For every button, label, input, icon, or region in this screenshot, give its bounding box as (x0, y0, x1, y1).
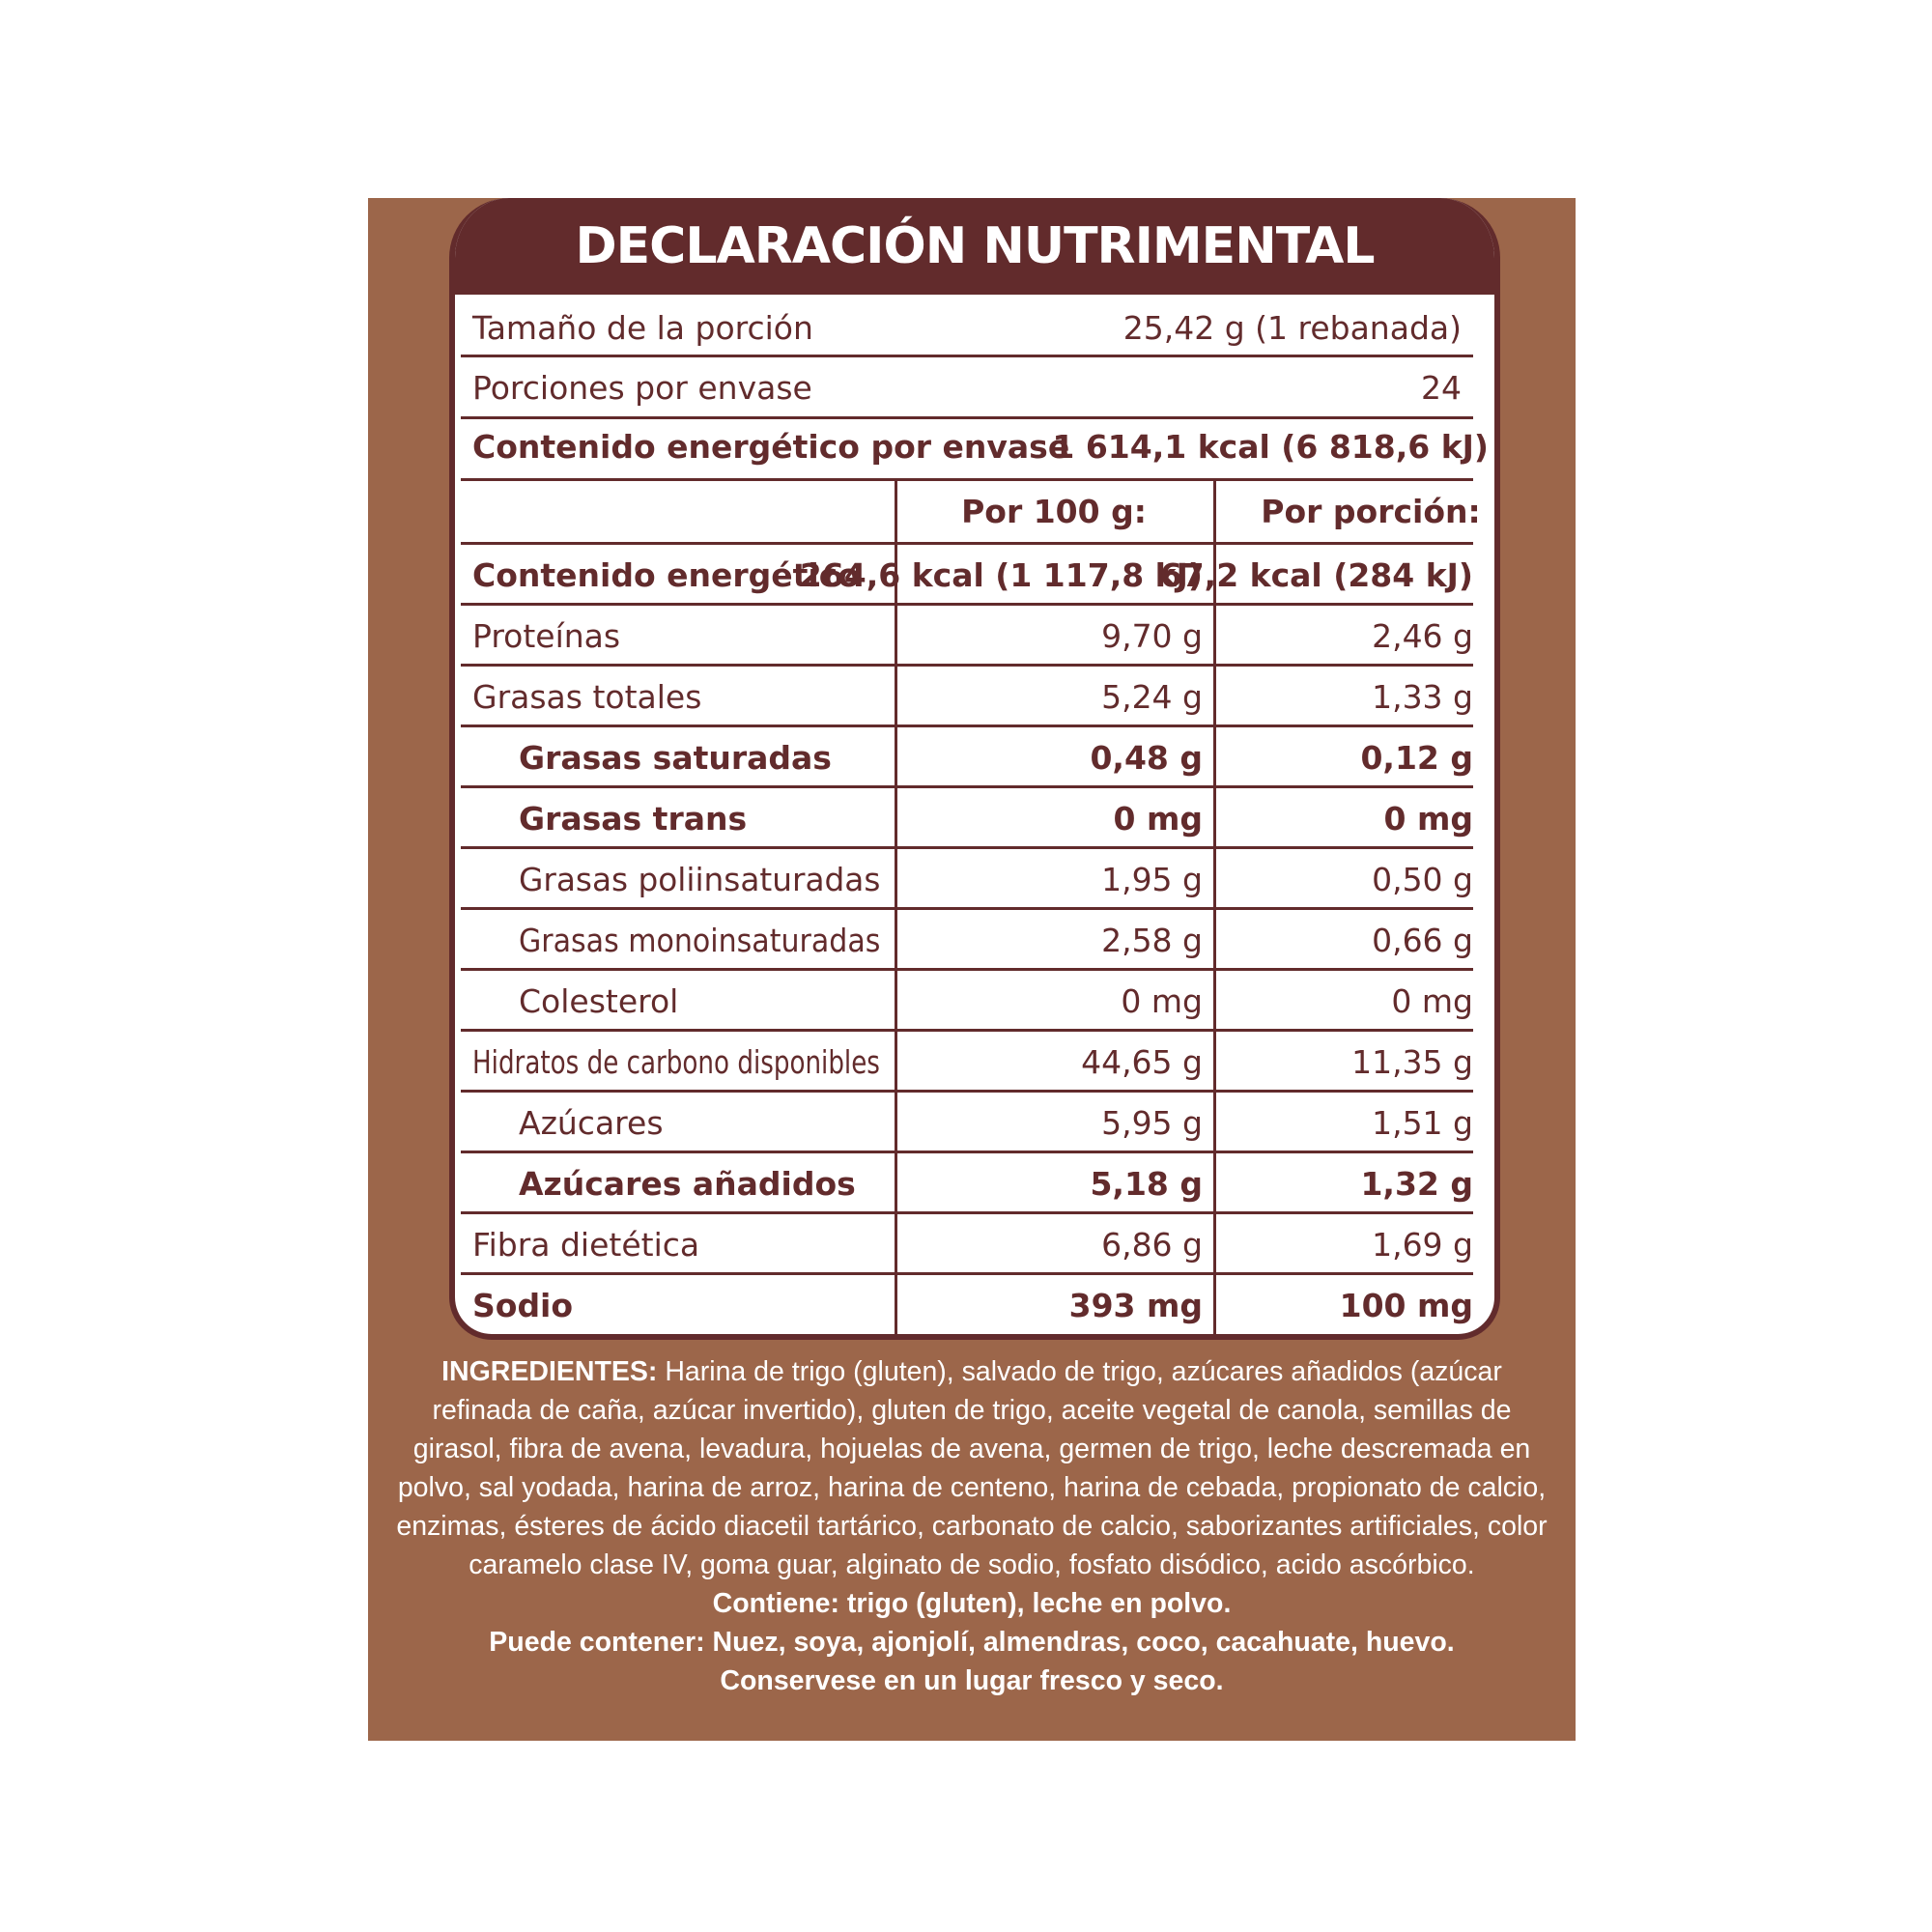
value-per-portion: 100 mg (1339, 1287, 1473, 1324)
servings-row (455, 364, 1494, 412)
nutrient-label: Grasas poliinsaturadas (519, 861, 881, 898)
nutrient-label: Proteínas (472, 617, 621, 655)
column-header-row (455, 481, 1494, 542)
nutrient-row (455, 667, 1494, 727)
nutrient-row (455, 727, 1494, 788)
may-contain-statement: Puede contener: Nuez, soya, ajonjolí, almendras, coco, cacahuate, huevo. (489, 1627, 1455, 1658)
nutrient-label: Grasas monoinsaturadas (519, 922, 881, 959)
nutrient-row (455, 849, 1494, 910)
nutrient-label: Contenido energético (472, 556, 860, 594)
value-per-100g: 264,6 kcal (1 117,8 kJ) (799, 556, 1203, 594)
nutrient-label: Sodio (472, 1287, 574, 1324)
value-per-100g: 5,18 g (1090, 1165, 1203, 1203)
nutrient-row (455, 606, 1494, 667)
value-per-100g: 5,24 g (1101, 678, 1203, 716)
nutrient-label: Colesterol (519, 982, 679, 1020)
ingredients-line (368, 1352, 1576, 1391)
serving-size-row (455, 304, 1494, 353)
value-per-portion: 1,51 g (1372, 1104, 1473, 1142)
serving-size-label: Tamaño de la porción (472, 309, 813, 347)
value-per-portion: 0,12 g (1360, 739, 1473, 777)
nutrient-row (455, 788, 1494, 849)
energy-per-package-value: 1 614,1 kcal (6 818,6 kJ) (1052, 428, 1489, 466)
nutrient-row (455, 910, 1494, 971)
nutrient-label: Grasas trans (519, 800, 748, 838)
value-per-100g: 0,48 g (1090, 739, 1203, 777)
ingredients-text-line: caramelo clase IV, goma guar, alginato de sodio, fosfato disódico, acido ascórbico. (469, 1549, 1475, 1580)
nutrient-row (455, 1032, 1494, 1093)
energy-per-package-row (455, 420, 1494, 474)
servings-value: 24 (1421, 369, 1462, 407)
value-per-100g: 1,95 g (1101, 861, 1203, 898)
label-panel (368, 198, 1576, 1741)
value-per-portion: 0 mg (1391, 982, 1473, 1020)
contains-statement: Contiene: trigo (gluten), leche en polvo. (712, 1588, 1232, 1619)
nutrient-row (455, 971, 1494, 1032)
ingredients-text-line: enzimas, ésteres de ácido diacetil tartárico, carbonato de calcio, saborizantes artificiales, color (396, 1511, 1548, 1542)
nutrition-table-card (449, 198, 1500, 1340)
value-per-portion: 67,2 kcal (284 kJ) (1159, 556, 1473, 594)
nutrient-row (455, 1275, 1494, 1336)
value-per-portion: 2,46 g (1372, 617, 1473, 655)
ingredients-text-line: polvo, sal yodada, harina de arroz, harina de centeno, harina de cebada, propionato de calcio, (397, 1472, 1547, 1503)
value-per-portion: 11,35 g (1351, 1043, 1473, 1081)
value-per-100g: 0 mg (1121, 982, 1203, 1020)
divider (461, 355, 1473, 357)
col-per100-header: Por 100 g: (961, 493, 1147, 530)
nutrient-label: Fibra dietética (472, 1226, 700, 1264)
energy-per-package-label: Contenido energético por envase (472, 428, 1070, 466)
nutrient-label: Grasas totales (472, 678, 702, 716)
storage-statement: Conservese en un lugar fresco y seco. (720, 1665, 1224, 1696)
nutrient-row (455, 1153, 1494, 1214)
ingredients-text-line: girasol, fibra de avena, levadura, hojuelas de avena, germen de trigo, leche descremada en (412, 1434, 1531, 1464)
nutrient-label: Azúcares añadidos (519, 1165, 856, 1203)
nutrient-label: Hidratos de carbono disponibles (472, 1043, 880, 1081)
servings-label: Porciones por envase (472, 369, 812, 407)
nutrient-row (455, 545, 1494, 606)
value-per-portion: 0,66 g (1372, 922, 1473, 959)
value-per-portion: 1,69 g (1372, 1226, 1473, 1264)
value-per-100g: 6,86 g (1101, 1226, 1203, 1264)
value-per-100g: 0 mg (1113, 800, 1203, 838)
value-per-portion: 1,32 g (1360, 1165, 1473, 1203)
ingredients-text-line: Harina de trigo (gluten), salvado de trigo, azúcares añadidos (azúcar (665, 1356, 1502, 1387)
nutrition-title: DECLARACIÓN NUTRIMENTAL (575, 217, 1375, 275)
value-per-100g: 44,65 g (1081, 1043, 1203, 1081)
nutrient-label: Grasas saturadas (519, 739, 832, 777)
nutrient-row (455, 1093, 1494, 1153)
value-per-100g: 9,70 g (1101, 617, 1203, 655)
value-per-100g: 5,95 g (1101, 1104, 1203, 1142)
nutrient-row (455, 1214, 1494, 1275)
value-per-portion: 0,50 g (1372, 861, 1473, 898)
value-per-100g: 2,58 g (1101, 922, 1203, 959)
ingredients-key: INGREDIENTES: (441, 1356, 658, 1387)
col-per-portion-header: Por porción: (1261, 493, 1481, 530)
divider (461, 416, 1473, 419)
value-per-portion: 1,33 g (1372, 678, 1473, 716)
value-per-portion: 0 mg (1383, 800, 1473, 838)
serving-size-value: 25,42 g (1 rebanada) (1122, 309, 1462, 347)
ingredients-block (368, 1352, 1576, 1700)
ingredients-text-line: refinada de caña, azúcar invertido), gluten de trigo, aceite vegetal de canola, semillas de (432, 1395, 1512, 1426)
value-per-100g: 393 mg (1068, 1287, 1203, 1324)
nutrient-label: Azúcares (519, 1104, 664, 1142)
